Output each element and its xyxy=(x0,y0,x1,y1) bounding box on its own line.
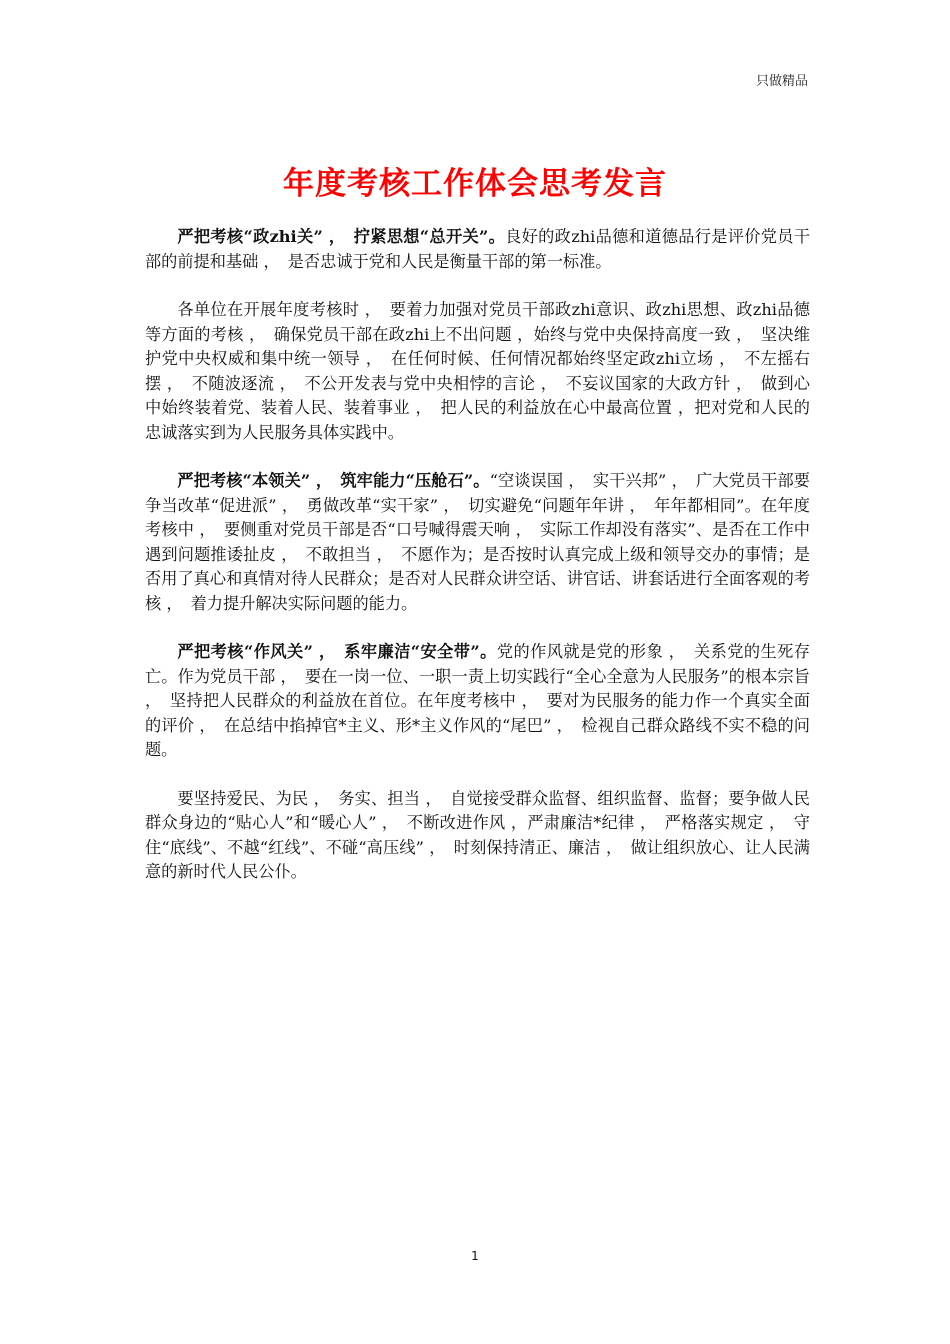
paragraph-3 xyxy=(145,469,810,616)
document-title: 年度考核工作体会思考发言 xyxy=(283,166,667,202)
paragraph-text: 良好的政zhi品德和道德品行是评价党员干部的前提和基础 ， 是否忠诚于党和人民是衡量干部的第一标准。 xyxy=(145,227,811,271)
paragraph-1 xyxy=(145,225,810,274)
paragraph-lead: 严把考核“本领关” ， 筑牢能力“压舱石”。 xyxy=(177,471,490,490)
paragraph-text: 各单位在开展年度考核时 ， 要着力加强对党员干部政zhi意识、政zhi思想、政zhi品德等方面的考核 ， 确保党员干部在政zhi上不出问题 ，始终与党中央保持高度一致 ， 坚决维护党中央权威和集中统一领导 ， 在任何时候、任何情况都始终坚定政zhi立场 ， 不左摇右摆 ， 不随波逐流 ， 不公开发表与党中央相悖的言论 ， 不妄议国家的大政方针 ， 做到心中始终装着党、装着人民、装着事业 ， 把人民的利益放在心中最高位置 ，把对党和人民的忠诚落实到为人民服务具体实践中。 xyxy=(145,300,810,442)
paragraph-5 xyxy=(145,787,810,885)
paragraph-2 xyxy=(145,298,810,445)
paragraph-text: 要坚持爱民、为民 ， 务实、担当 ， 自觉接受群众监督、组织监督、监督；要争做人民群众身边的“贴心人”和“暖心人” ， 不断改进作风 ，严肃廉洁*纪律 ， 严格落实规定 ， 守住“底线”、不越“红线”、不碰“高压线” ， 时刻保持清正、廉洁 ， 做让组织放心、让人民满意的新时代人民公仆。 xyxy=(145,788,810,881)
page-number: 1 xyxy=(471,1249,479,1263)
header-note: 只做精品 xyxy=(755,74,808,89)
document-body xyxy=(145,225,810,909)
paragraph-text: “空谈误国 ， 实干兴邦” ， 广大党员干部要争当改革“促进派” ， 勇做改革“实干家” ， 切实避免“问题年年讲 ， 年年都相同”。在年度考核中 ， 要侧重对党员干部是否“口号喊得震天响 ， 实际工作却没有落实”、是否在工作中遇到问题推诿扯皮 ， 不敢担当 ， 不愿作为；是否按时认真完成上级和领导交办的事情；是否用了真心和真情对待人民群众；是否对人民群众讲空话、讲官话、讲套话进行全面客观的考核 ， 着力提升解决实际问题的能力。 xyxy=(145,471,810,613)
paragraph-text: 党的作风就是党的形象 ， 关系党的生死存亡。作为党员干部 ， 要在一岗一位、一职一责上切实践行“全心全意为人民服务”的根本宗旨 ， 坚持把人民群众的利益放在首位。在年度考核中 ， 要对为民服务的能力作一个真实全面的评价 ， 在总结中掐掉官*主义、形*主义作风的“尾巴” ， 检视自己群众路线不实不稳的问题。 xyxy=(145,642,810,759)
paragraph-lead: 严把考核“作风关” ， 系牢廉洁“安全带”。 xyxy=(177,642,497,661)
paragraph-lead: 严把考核“政zhi关” ， 拧紧思想“总开关”。 xyxy=(177,227,506,246)
paragraph-4 xyxy=(145,640,810,763)
